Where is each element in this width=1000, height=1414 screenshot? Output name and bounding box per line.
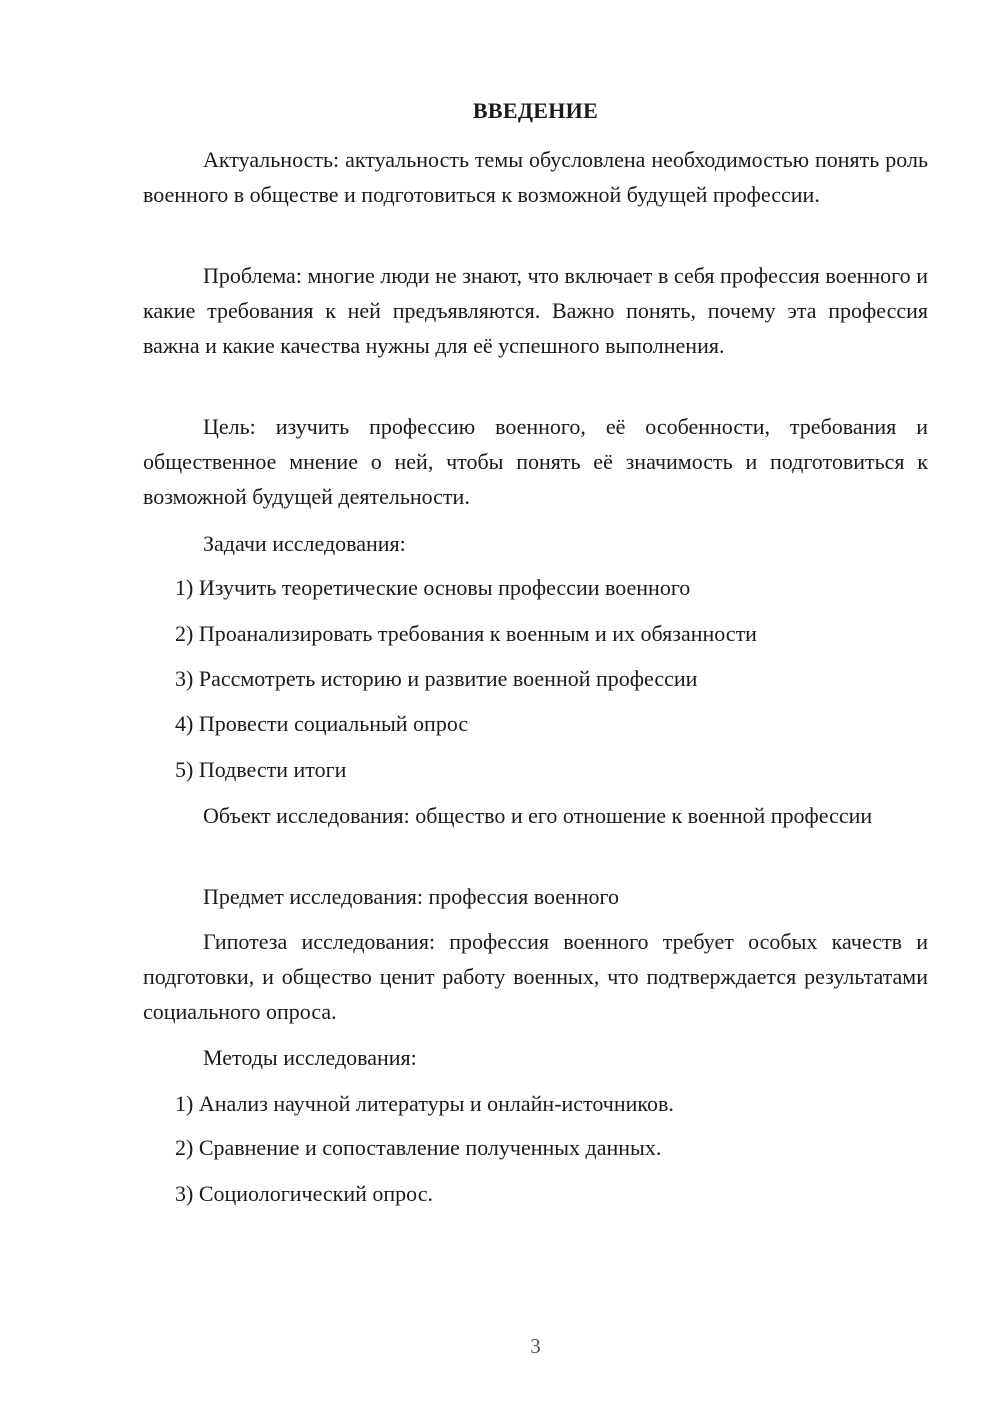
task-item: 5) Подвести итоги	[175, 757, 347, 782]
methods-heading: Методы исследования:	[203, 1045, 417, 1070]
problem-paragraph: Проблема: многие люди не знают, что включает в себя профессия военного и какие требования к ней предъявляются. Важно понять, почему эта профессия важна и какие качества нужны для её успешного выполнения.	[143, 263, 928, 358]
subject-paragraph: Предмет исследования: профессия военного	[203, 884, 620, 909]
method-item: 2) Сравнение и сопоставление полученных данных.	[175, 1135, 662, 1160]
relevance-paragraph: Актуальность: актуальность темы обусловлена необходимостью понять роль военного в обществе и подготовиться к возможной будущей профессии.	[143, 147, 928, 207]
task-item: 3) Рассмотреть историю и развитие военной профессии	[175, 666, 698, 691]
goal-paragraph: Цель: изучить профессию военного, её особенности, требования и общественное мнение о ней, чтобы понять её значимость и подготовиться к возможной будущей деятельности.	[143, 414, 928, 509]
method-item: 1) Анализ научной литературы и онлайн-источников.	[175, 1091, 674, 1116]
document-page	[143, 0, 928, 1414]
object-paragraph: Объект исследования: общество и его отношение к военной профессии	[203, 803, 873, 828]
document-title: ВВЕДЕНИЕ	[472, 98, 599, 123]
task-item: 4) Провести социальный опрос	[175, 711, 469, 736]
page-number: 3	[530, 1334, 541, 1358]
hypothesis-paragraph: Гипотеза исследования: профессия военного требует особых качеств и подготовки, и общество ценит работу военных, что подтверждается результатами социального опроса.	[143, 929, 928, 1024]
tasks-heading: Задачи исследования:	[203, 531, 406, 556]
method-item: 3) Социологический опрос.	[175, 1181, 433, 1206]
task-item: 1) Изучить теоретические основы профессии военного	[175, 575, 691, 600]
task-item: 2) Проанализировать требования к военным и их обязанности	[175, 621, 757, 646]
